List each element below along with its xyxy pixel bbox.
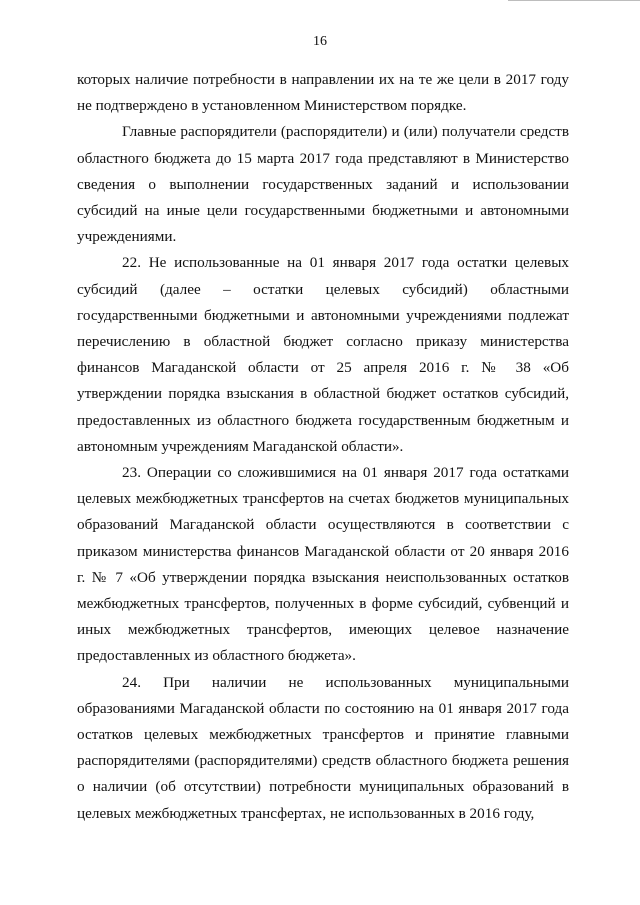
- paragraph-continuation: которых наличие потребности в направлении их на те же цели в 2017 году не подтверждено в установленном Министерством порядке.: [77, 71, 569, 115]
- paragraph-item-23: 23. Операции со сложившимися на 01 января 2017 года остатками целевых межбюджетных трансфертов на счетах бюджетов муниципальных образований Магаданской области осуществляются в соответствии с приказом министерства финансов Магаданской области от 20 января 2016 г. № 7 «Об утверждении порядка взыскания неиспользованных остатков межбюджетных трансфертов, полученных в форме субсидий, субвенций и иных межбюджетных трансфертов, имеющих целевое назначение предоставленных из областного бюджета».: [77, 464, 569, 665]
- paragraph-item-22: 22. Не использованные на 01 января 2017 года остатки целевых субсидий (далее – остатки целевых субсидий) областными государственными бюджетными и автономными учреждениями подлежат перечислению в областной бюджет согласно приказу министерства финансов Магаданской области от 25 апреля 2016 г. № 38 «Об утверждении порядка взыскания в областной бюджет остатков субсидий, предоставленных из областного бюджета государственным бюджетным и автономным учреждениям Магаданской области».: [77, 254, 569, 455]
- top-edge-rule: [508, 0, 640, 1]
- page-number: 16: [313, 34, 327, 49]
- paragraph-main-distributors: Главные распорядители (распорядители) и (или) получатели средств областного бюджета до 15 марта 2017 года представляют в Министерство сведения о выполнении государственных заданий и использовании субсидий на иные цели государственными бюджетными и автономными учреждениями.: [77, 123, 569, 246]
- document-body: [77, 67, 569, 827]
- paragraph-item-24: 24. При наличии не использованных муниципальными образованиями Магаданской области по состоянию на 01 января 2017 года остатков целевых межбюджетных трансфертов и принятие главными распорядителями (распорядителями) средств областного бюджета решения о наличии (об отсутствии) потребности муниципальных образований в целевых межбюджетных трансфертах, не использованных в 2016 году,: [77, 673, 569, 822]
